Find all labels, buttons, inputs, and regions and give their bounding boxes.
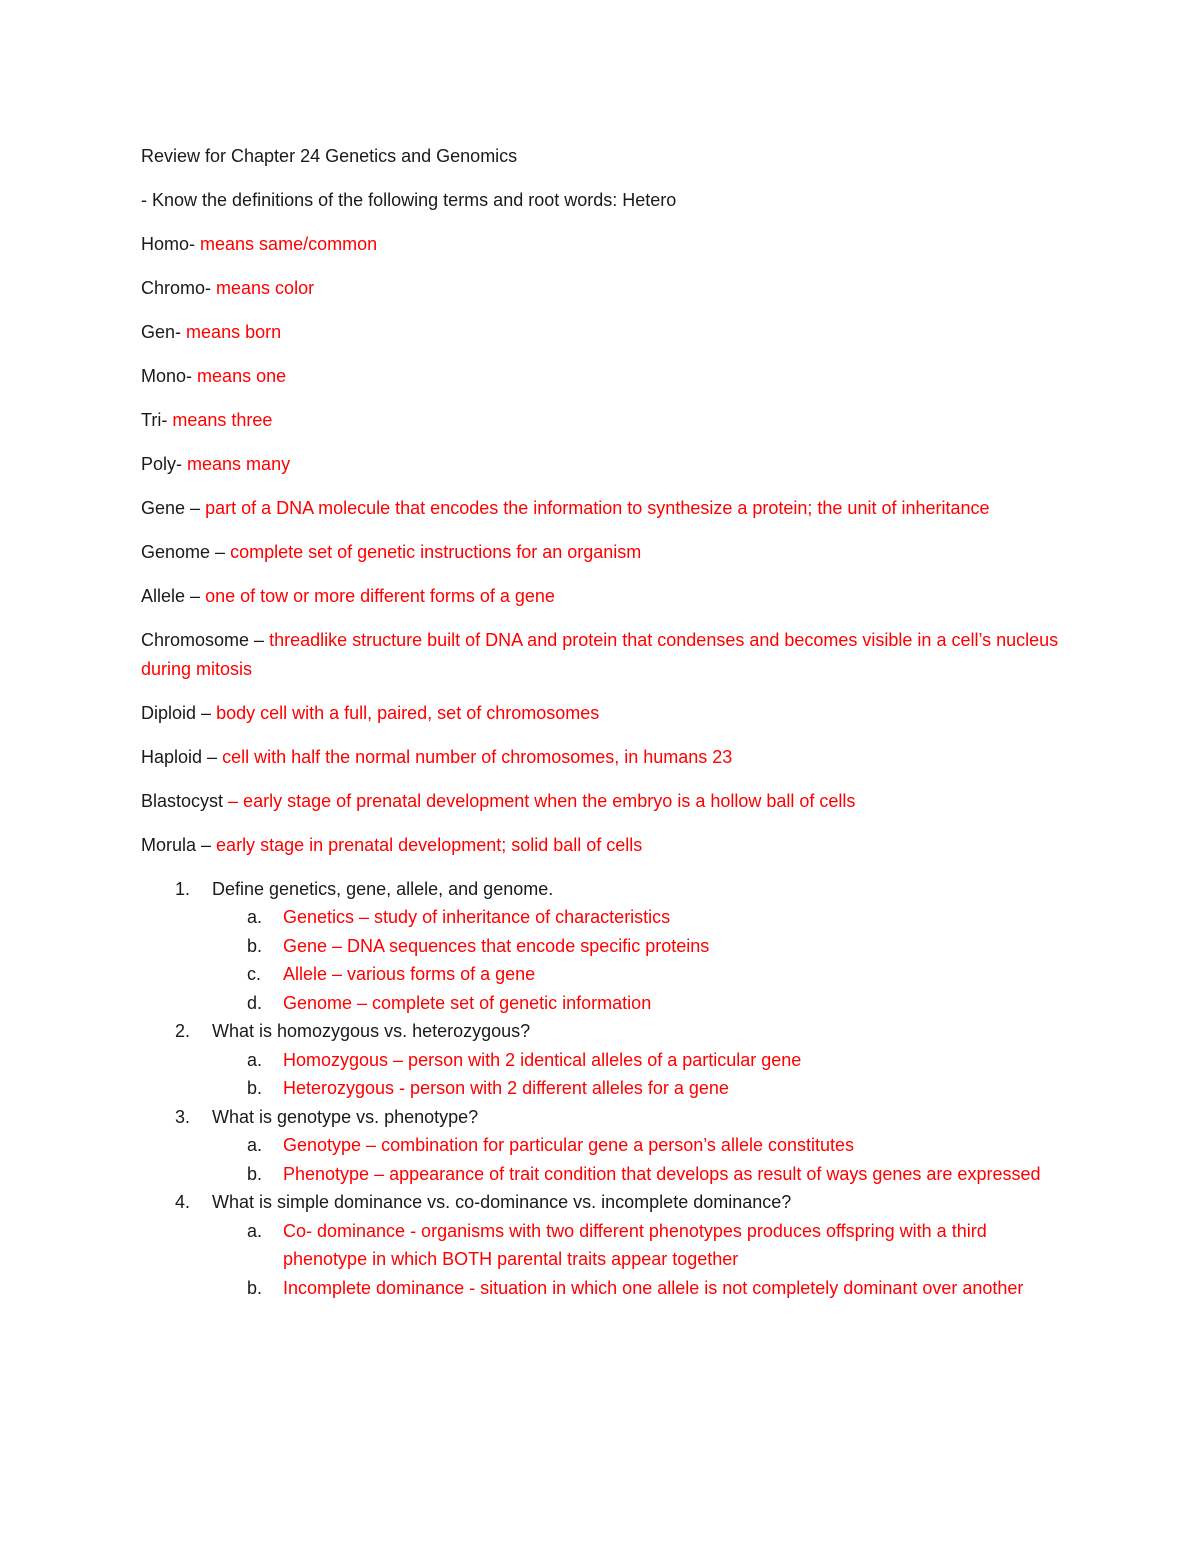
question-list — [141, 875, 1061, 1303]
term-definition: means three — [172, 410, 273, 430]
answer-letter: c. — [247, 964, 262, 984]
term-label: Morula – — [141, 834, 212, 855]
term-definition: means color — [216, 278, 315, 298]
answer-list — [212, 1217, 1061, 1303]
question-number: 1. — [175, 878, 191, 899]
term-label: Tri- — [141, 410, 168, 430]
question-item — [141, 1017, 1061, 1103]
question-text: What is genotype vs. phenotype? — [212, 1106, 479, 1127]
question-text: What is simple dominance vs. co-dominance vs. incomplete dominance? — [212, 1192, 792, 1212]
answer-list — [212, 1046, 1061, 1103]
term-entry — [141, 450, 1061, 479]
document-title: Review for Chapter 24 Genetics and Genomics — [141, 146, 518, 166]
answer-text: Genome – complete set of genetic information — [283, 992, 652, 1013]
answer-item — [212, 960, 1061, 989]
answer-letter: a. — [247, 1049, 263, 1070]
answer-letter: b. — [247, 935, 263, 956]
term-label: Chromosome – — [141, 630, 265, 650]
answer-text: Allele – various forms of a gene — [283, 964, 536, 984]
answer-letter: a. — [247, 1220, 263, 1241]
answer-text: Homozygous – person with 2 identical alleles of a particular gene — [283, 1049, 802, 1070]
term-entry — [141, 362, 1061, 391]
term-definition: body cell with a full, paired, set of chromosomes — [216, 702, 600, 723]
term-entry — [141, 743, 1061, 772]
answer-item — [212, 1131, 1061, 1160]
term-entry — [141, 699, 1061, 728]
term-list — [141, 230, 1061, 859]
answer-item — [212, 1274, 1061, 1303]
answer-letter: d. — [247, 992, 263, 1013]
answer-list — [212, 903, 1061, 1017]
term-definition: one of tow or more different forms of a gene — [205, 586, 555, 606]
term-label: Gene – — [141, 498, 201, 518]
term-entry — [141, 538, 1061, 567]
term-entry — [141, 626, 1061, 683]
term-label: Mono- — [141, 366, 193, 386]
answer-letter: b. — [247, 1277, 263, 1298]
term-definition: – early stage of prenatal development when the embryo is a hollow ball of cells — [228, 790, 856, 811]
term-entry — [141, 274, 1061, 303]
document-page — [141, 142, 1061, 1302]
question-number: 3. — [175, 1106, 191, 1127]
instruction-line: - Know the definitions of the following terms and root words: Hetero — [141, 190, 677, 210]
term-definition: means one — [197, 366, 287, 386]
question-number: 2. — [175, 1021, 191, 1041]
term-label: Gen- — [141, 322, 182, 342]
answer-item — [212, 1074, 1061, 1103]
term-definition: complete set of genetic instructions for an organism — [230, 542, 642, 562]
answer-item — [212, 932, 1061, 961]
term-definition: threadlike structure built of DNA and protein that condenses and becomes visible in a cell’s nucleus during mitosis — [141, 630, 1059, 679]
answer-item — [212, 903, 1061, 932]
term-entry — [141, 230, 1061, 259]
answer-text: Co- dominance - organisms with two different phenotypes produces offspring with a third phenotype in which BOTH parental traits appear together — [283, 1220, 987, 1269]
answer-list — [212, 1131, 1061, 1188]
question-item — [141, 1103, 1061, 1189]
answer-item — [212, 1217, 1061, 1274]
answer-item — [212, 1160, 1061, 1189]
answer-text: Incomplete dominance - situation in which one allele is not completely dominant over another — [283, 1277, 1024, 1298]
term-entry — [141, 787, 1061, 816]
term-definition: early stage in prenatal development; solid ball of cells — [216, 834, 643, 855]
term-label: Homo- — [141, 234, 196, 254]
question-text: What is homozygous vs. heterozygous? — [212, 1021, 531, 1041]
term-entry — [141, 406, 1061, 435]
term-label: Genome – — [141, 542, 226, 562]
term-label: Allele – — [141, 586, 201, 606]
term-entry — [141, 582, 1061, 611]
answer-text: Gene – DNA sequences that encode specific proteins — [283, 935, 710, 956]
answer-letter: b. — [247, 1078, 263, 1098]
term-label: Diploid – — [141, 702, 212, 723]
answer-text: Phenotype – appearance of trait condition that develops as result of ways genes are expressed — [283, 1163, 1041, 1184]
answer-text: Genotype – combination for particular gene a person’s allele constitutes — [283, 1135, 855, 1155]
term-definition: means many — [187, 454, 291, 474]
answer-text: Genetics – study of inheritance of characteristics — [283, 907, 671, 927]
term-label: Haploid – — [141, 746, 218, 767]
term-label: Poly- — [141, 454, 183, 474]
term-definition: means same/common — [200, 234, 378, 254]
answer-item — [212, 989, 1061, 1018]
term-label: Blastocyst — [141, 790, 224, 811]
answer-letter: b. — [247, 1163, 263, 1184]
term-definition: cell with half the normal number of chromosomes, in humans 23 — [222, 746, 733, 767]
question-item — [141, 1188, 1061, 1302]
term-entry — [141, 494, 1061, 523]
answer-text: Heterozygous - person with 2 different alleles for a gene — [283, 1078, 729, 1098]
term-definition: means born — [186, 322, 282, 342]
question-item — [141, 875, 1061, 1018]
term-definition: part of a DNA molecule that encodes the information to synthesize a protein; the unit of inheritance — [205, 498, 990, 518]
answer-letter: a. — [247, 1135, 263, 1155]
term-label: Chromo- — [141, 278, 212, 298]
answer-letter: a. — [247, 907, 263, 927]
term-entry — [141, 318, 1061, 347]
question-number: 4. — [175, 1192, 191, 1212]
answer-item — [212, 1046, 1061, 1075]
term-entry — [141, 831, 1061, 860]
question-text: Define genetics, gene, allele, and genome. — [212, 878, 554, 899]
